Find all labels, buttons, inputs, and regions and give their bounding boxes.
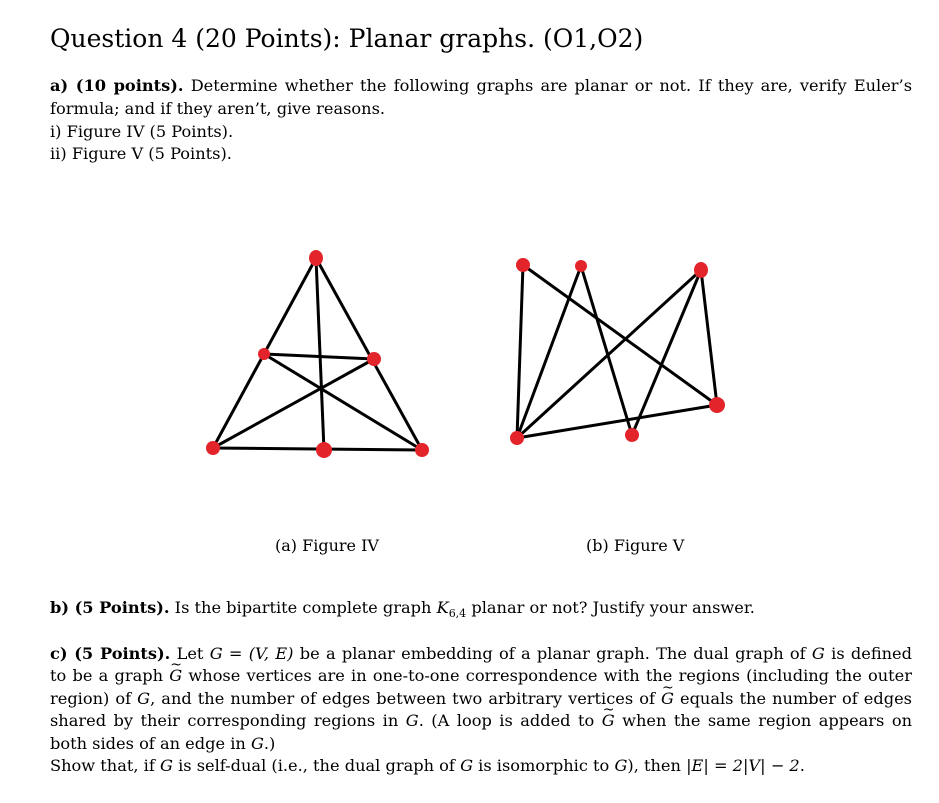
fig5-vertex-right [709, 397, 725, 413]
part-c-text: , and the number of edges between two arbitrary vertices of [150, 689, 655, 708]
fig5-vertex-top-right [694, 262, 708, 278]
part-c-math: G = (V, E) [209, 644, 294, 663]
fig4-vertex-bottom-left [206, 441, 220, 455]
fig4-vertex-bottom-right [415, 443, 429, 457]
fig4-edge [316, 258, 324, 450]
fig5-vertex-bottom-mid [625, 428, 639, 442]
part-c-math: G [405, 711, 419, 730]
part-b [50, 597, 912, 626]
part-c-text: is defined [831, 644, 913, 663]
part-b-graph-subscript: 6,4 [448, 607, 467, 621]
part-c-gtilde: ~ G [602, 710, 615, 733]
part-c-math: G [614, 756, 628, 775]
part-c-text: . (A loop is added to [418, 711, 595, 730]
part-c-text: is isomorphic to [478, 756, 610, 775]
fig4-edge [316, 258, 422, 450]
part-c-text: equals the number of edges [679, 689, 912, 708]
part-c-gtilde: ~ G [169, 665, 182, 688]
question-title: Question 4 (20 Points): Planar graphs. (O1,O2) [50, 24, 644, 53]
figure-iv-graph [213, 258, 422, 450]
part-c-text: .) [263, 734, 276, 753]
part-c-math: G [811, 644, 825, 663]
part-c-line-5 [50, 733, 912, 756]
part-c-line-4 [50, 710, 912, 733]
part-b-text-after: planar or not? Justify your answer. [471, 598, 755, 617]
part-c-text: both sides of an edge in [50, 734, 246, 753]
fig5-edge [701, 270, 717, 405]
fig4-vertex-bottom-mid [316, 442, 332, 458]
part-c-text: when the same region appears on [622, 711, 912, 730]
part-c-line-3 [50, 688, 912, 711]
fig4-vertex-top [309, 250, 323, 266]
part-c-label: c) (5 Points). [50, 644, 171, 663]
figure-iv-caption: (a) Figure IV [275, 536, 379, 555]
fig5-edge [517, 265, 523, 438]
fig5-edge [523, 265, 717, 405]
part-c-text: shared by their corresponding regions in [50, 711, 399, 730]
figure-v-caption: (b) Figure V [586, 536, 685, 555]
part-c-text: to be a graph [50, 666, 164, 685]
part-c-text: . [799, 756, 805, 775]
figure-v-graph [517, 265, 717, 438]
part-c-text: Show that, if [50, 756, 155, 775]
part-c-math: G [159, 756, 173, 775]
part-b-label: b) (5 Points). [50, 598, 170, 617]
part-c-math: G [250, 734, 264, 753]
part-c-formula: |E| = 2|V| − 2 [686, 756, 800, 775]
fig5-vertex-top-mid [575, 260, 587, 272]
part-c-math: G [460, 756, 473, 775]
part-b-text-before: Is the bipartite complete graph [174, 598, 432, 617]
fig5-edge [517, 266, 581, 438]
part-c-text: region) of [50, 689, 132, 708]
part-c-line-6 [50, 755, 912, 778]
part-a-label: a) (10 points). [50, 76, 184, 95]
part-c-math: G [137, 689, 151, 708]
fig4-vertex-right-mid [367, 352, 381, 366]
fig5-edge [581, 266, 632, 435]
part-c-text: Let [176, 644, 204, 663]
fig4-vertex-left-mid [258, 348, 270, 360]
part-c-text: is self-dual (i.e., the dual graph of [178, 756, 455, 775]
fig4-edge [264, 354, 422, 450]
part-a-text: Determine whether the following graphs are planar or not. If they are, verify Euler’s formula; and if they aren’t, give reasons. [50, 76, 913, 118]
part-c-text: whose vertices are in one-to-one correspondence with the regions (including the outer [188, 666, 912, 685]
part-c-gtilde: ~ G [661, 688, 674, 711]
fig5-vertex-top-left [516, 258, 530, 272]
part-a-item-i: i) Figure IV (5 Points). [50, 122, 234, 141]
part-c-line-2 [50, 665, 912, 688]
part-b-graph-symbol: K [436, 598, 449, 617]
part-c-text: ), then [627, 756, 681, 775]
fig5-vertex-bottom-left [510, 431, 524, 445]
part-c-text: be a planar embedding of a planar graph. The dual graph of [299, 644, 806, 663]
part-a-item-ii: ii) Figure V (5 Points). [50, 144, 232, 163]
